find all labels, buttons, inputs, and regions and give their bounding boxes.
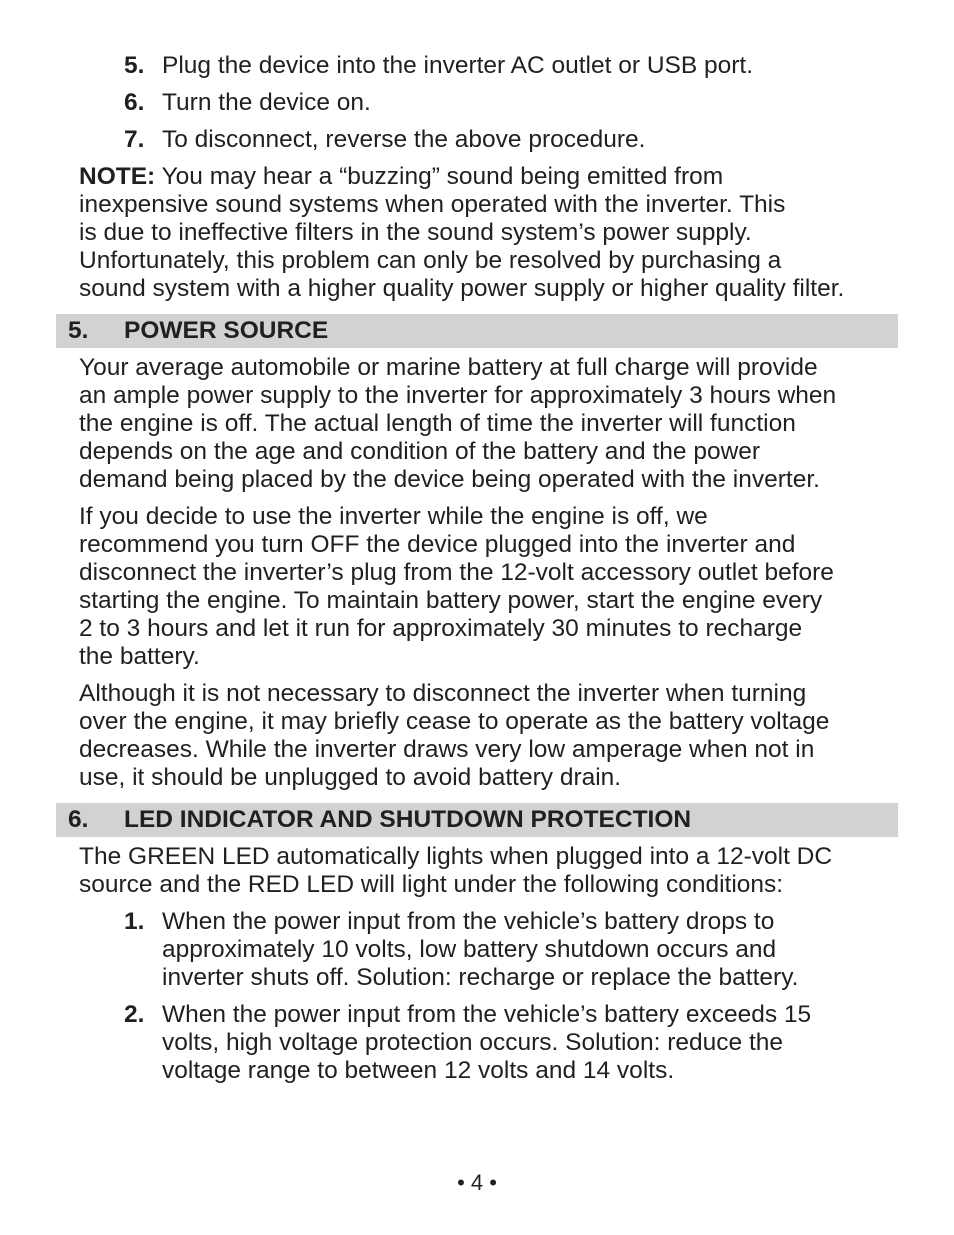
- text-line: Turn the device on.: [162, 89, 371, 116]
- note-paragraph: [79, 163, 901, 303]
- text-line: Plug the device into the inverter AC outlet or USB port.: [162, 52, 754, 79]
- list-number: 1.: [124, 908, 145, 935]
- text-line: use, it should be unplugged to avoid battery drain.: [79, 764, 622, 791]
- paragraph: [79, 503, 901, 671]
- list-number: 6.: [124, 89, 145, 116]
- list-text: [162, 908, 904, 992]
- text-line: the engine is off. The actual length of time the inverter will function: [79, 410, 796, 437]
- paragraph: [79, 354, 901, 494]
- list-text: [162, 89, 904, 117]
- section-title: LED INDICATOR AND SHUTDOWN PROTECTION: [124, 806, 692, 833]
- text-line: To disconnect, reverse the above procedure.: [162, 126, 646, 153]
- text-line: decreases. While the inverter draws very low amperage when not in: [79, 736, 815, 763]
- text-line: Your average automobile or marine battery at full charge will provide: [79, 354, 818, 381]
- list-number: 5.: [124, 52, 145, 79]
- text-line: an ample power supply to the inverter for approximately 3 hours when: [79, 382, 837, 409]
- list-text: [162, 52, 904, 80]
- text-line: inexpensive sound systems when operated with the inverter. This: [79, 191, 786, 218]
- text-line: sound system with a higher quality power supply or higher quality filter.: [79, 275, 845, 302]
- list-text: [162, 1001, 904, 1085]
- section-title: POWER SOURCE: [124, 317, 329, 344]
- note-label: NOTE:: [79, 163, 156, 190]
- text-line: When the power input from the vehicle’s battery exceeds 15: [162, 1001, 812, 1028]
- list-number: 2.: [124, 1001, 145, 1028]
- text-line: Although it is not necessary to disconnect the inverter when turning: [79, 680, 807, 707]
- text-line: is due to ineffective filters in the sound system’s power supply.: [79, 219, 752, 246]
- text-line: recommend you turn OFF the device plugged into the inverter and: [79, 531, 796, 558]
- text-line: Unfortunately, this problem can only be resolved by purchasing a: [79, 247, 782, 274]
- text-line: approximately 10 volts, low battery shutdown occurs and: [162, 936, 777, 963]
- section-number: 6.: [68, 806, 89, 833]
- page-number: • 4 •: [457, 1170, 497, 1195]
- text-span: You may hear a “buzzing” sound being emitted from: [155, 163, 724, 190]
- list-number: 7.: [124, 126, 145, 153]
- text-line: the battery.: [79, 643, 200, 670]
- text-line: When the power input from the vehicle’s battery drops to: [162, 908, 775, 935]
- text-line: [79, 163, 901, 191]
- text-line: volts, high voltage protection occurs. Solution: reduce the: [162, 1029, 784, 1056]
- text-line: 2 to 3 hours and let it run for approximately 30 minutes to recharge: [79, 615, 803, 642]
- text-line: The GREEN LED automatically lights when plugged into a 12-volt DC: [79, 843, 833, 870]
- text-line: starting the engine. To maintain battery power, start the engine every: [79, 587, 823, 614]
- text-line: voltage range to between 12 volts and 14 volts.: [162, 1057, 675, 1084]
- section-heading-power-source: [56, 314, 898, 348]
- text-line: disconnect the inverter’s plug from the 12-volt accessory outlet before: [79, 559, 834, 586]
- paragraph: [79, 843, 901, 899]
- text-line: If you decide to use the inverter while the engine is off, we: [79, 503, 708, 530]
- text-line: demand being placed by the device being operated with the inverter.: [79, 466, 820, 493]
- paragraph: [79, 680, 901, 792]
- text-line: source and the RED LED will light under the following conditions:: [79, 871, 784, 898]
- text-line: inverter shuts off. Solution: recharge or replace the battery.: [162, 964, 799, 991]
- section-number: 5.: [68, 317, 89, 344]
- list-text: [162, 126, 904, 154]
- text-line: depends on the age and condition of the battery and the power: [79, 438, 761, 465]
- text-line: over the engine, it may briefly cease to operate as the battery voltage: [79, 708, 830, 735]
- section-heading-led-indicator: [56, 803, 898, 837]
